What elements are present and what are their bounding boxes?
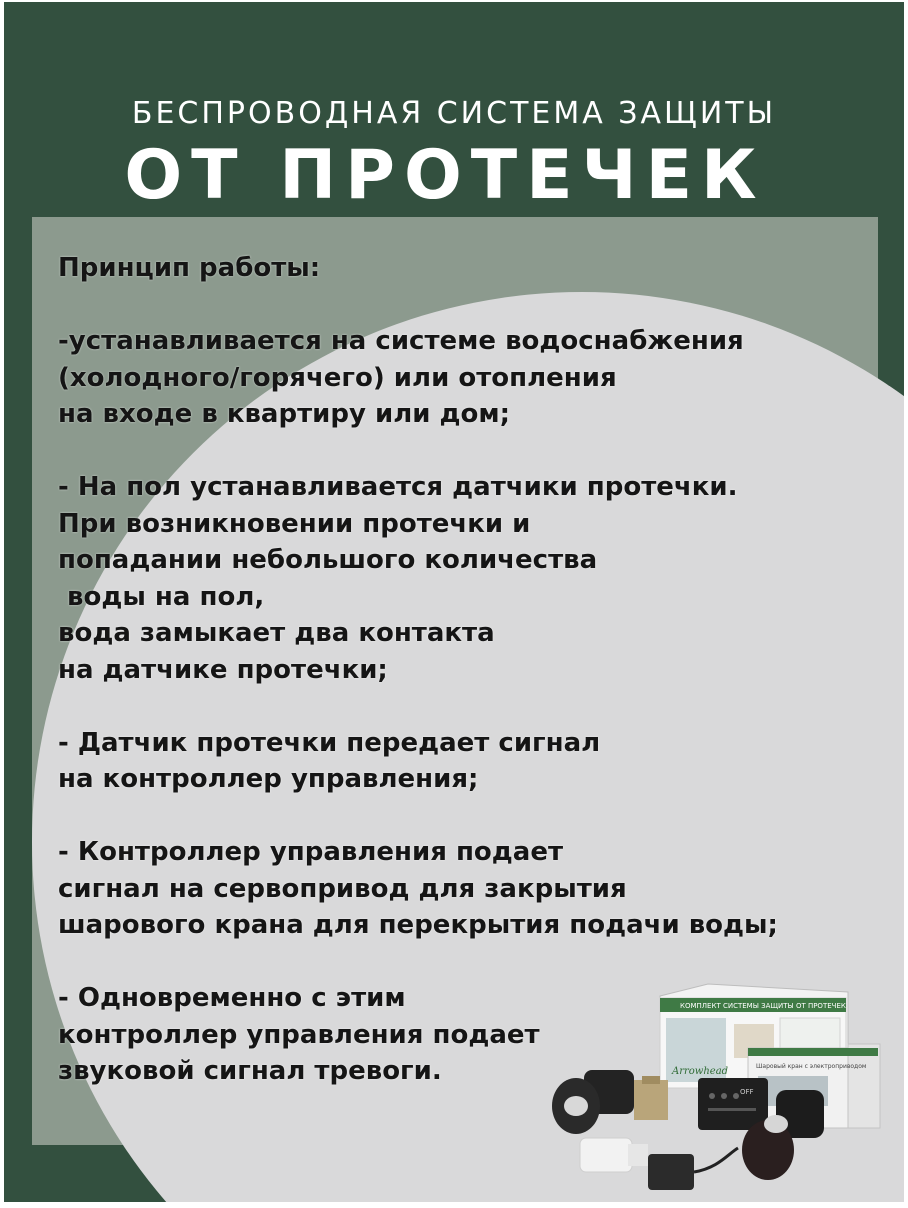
text-line: контроллер управления подает — [58, 1019, 540, 1050]
brand-label: Arrowhead — [672, 1066, 729, 1077]
text-line — [58, 944, 888, 981]
text-line: на входе в квартиру или дом; — [58, 399, 511, 429]
text-line: - На пол устанавливается датчики протечки. — [58, 472, 738, 502]
text-line — [58, 798, 888, 835]
text-line: сигнал на сервопривод для закрытия — [58, 873, 627, 904]
text-line: - Одновременно с этим — [58, 983, 406, 1013]
valve-actuator-left — [552, 1070, 668, 1134]
text-line — [58, 287, 888, 324]
text-line: попадании небольшого количества — [58, 545, 598, 575]
text-line: -устанавливается на системе водоснабжения — [58, 326, 744, 356]
text-line: на датчике протечки; — [58, 654, 388, 685]
text-line — [58, 433, 888, 470]
text-line: - Датчик протечки передает сигнал — [58, 727, 601, 758]
text-line: шарового крана для перекрытия подачи воды; — [58, 910, 778, 940]
text-line: При возникновении протечки и — [58, 508, 531, 539]
text-line: Принцип работы: — [58, 253, 321, 283]
power-adapter — [648, 1148, 738, 1190]
description-text — [58, 250, 888, 1090]
poster-title: ОТ ПРОТЕЧЕК — [124, 136, 766, 215]
text-line: вода замыкает два контакта — [58, 618, 495, 648]
product-illustration — [548, 978, 888, 1198]
box-label: КОМПЛЕКТ СИСТЕМЫ ЗАЩИТЫ ОТ ПРОТЕЧЕК — [680, 1002, 846, 1010]
box2-label: Шаровый кран с электроприводом — [756, 1063, 867, 1070]
text-line: звуковой сигнал тревоги. — [58, 1056, 442, 1086]
controller-label: OFF — [740, 1088, 754, 1096]
poster-subtitle: БЕСПРОВОДНАЯ СИСТЕМА ЗАЩИТЫ — [131, 96, 777, 131]
text-line: (холодного/горячего) или отопления — [58, 362, 617, 393]
leak-sensor — [580, 1138, 648, 1172]
text-line: на контроллер управления; — [58, 764, 479, 794]
text-line: воды на пол, — [58, 581, 265, 612]
controller — [698, 1078, 768, 1130]
text-line — [58, 688, 888, 725]
text-line: - Контроллер управления подает — [58, 837, 564, 867]
product-image — [548, 978, 888, 1198]
